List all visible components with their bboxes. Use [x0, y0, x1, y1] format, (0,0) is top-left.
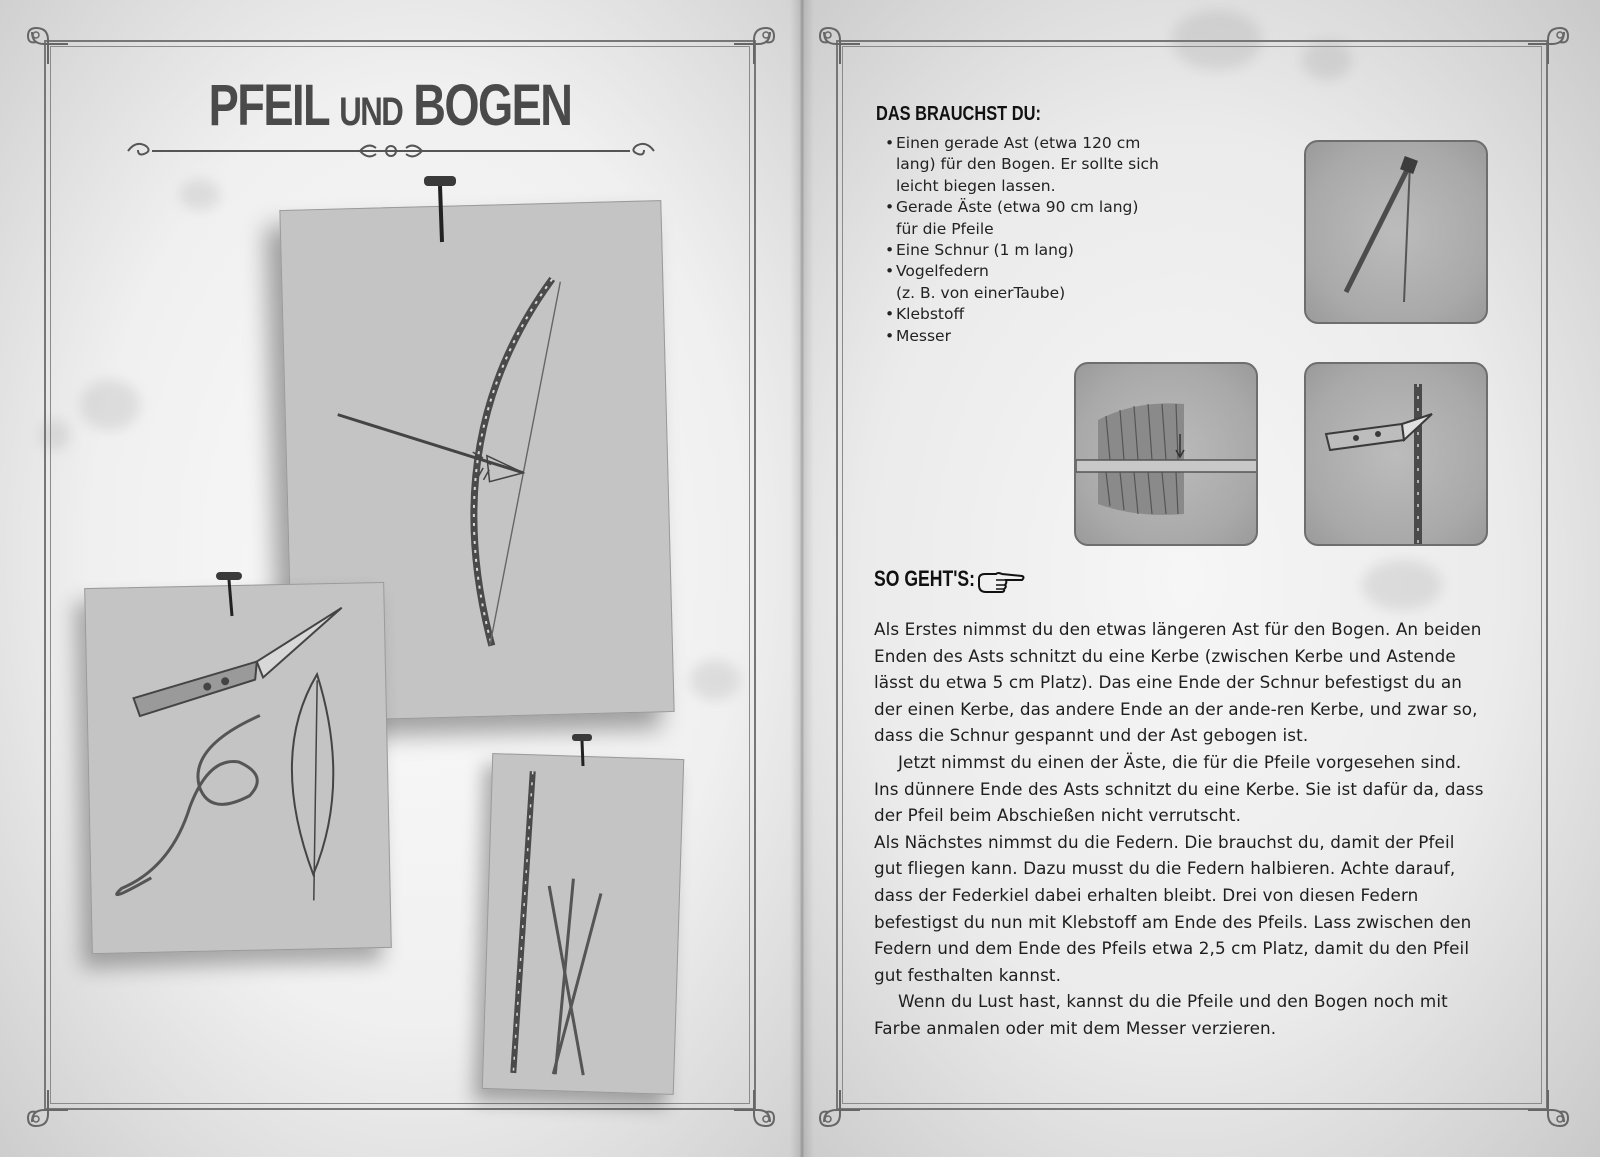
ornament-corner-icon: [730, 1086, 778, 1134]
ornament-corner-icon: [24, 1086, 72, 1134]
materials-list: [886, 133, 1216, 347]
pushpin-icon: [420, 172, 460, 246]
title-word-und: UND: [339, 90, 403, 134]
pointing-hand-icon: [976, 570, 1026, 596]
pushpin-icon: [212, 568, 246, 620]
instructions-text: [874, 616, 1484, 1042]
instructions-paragraph: Jetzt nimmst du einen der Äste, die für die Pfeile vorgesehen sind. Ins dünnere Ende des Asts schnitzt du eine Kerbe. Sie ist dafür da, dass der Pfeil beim Abschießen nicht verrutscht.: [874, 751, 1484, 826]
ornament-corner-icon: [1524, 1086, 1572, 1134]
title-word-pfeil: PFEIL: [208, 73, 329, 138]
list-item: • Messer: [886, 326, 1216, 347]
page-title: [203, 72, 577, 139]
list-item: • Einen gerade Ast (etwa 120 cm lang) für den Bogen. Er sollte sich leicht biegen lassen.: [886, 133, 1216, 197]
pushpin-icon: [568, 730, 596, 770]
materials-heading: DAS BRAUCHST DU:: [876, 103, 1041, 125]
instructions-paragraph: Als Erstes nimmst du den etwas längeren Ast für den Bogen. An beiden Enden des Asts schnitzt du eine Kerbe (zwischen Kerbe und Astende lässt du etwa 5 cm Platz). Das eine Ende der Schnur befestigst du an der einen Kerbe, das andere Ende an der ande-ren Kerbe, und zwar so, dass die Schnur gespannt und der Ast gebogen ist.: [874, 619, 1482, 746]
ornament-divider-icon: [124, 136, 658, 166]
list-item: • Gerade Äste (etwa 90 cm lang) für die Pfeile: [886, 197, 1216, 240]
ornament-corner-icon: [816, 20, 864, 68]
instructions-paragraph: Wenn du Lust hast, kannst du die Pfeile und den Bogen noch mit Farbe anmalen oder mit dem Messer verzieren.: [874, 991, 1448, 1038]
ornament-corner-icon: [816, 1086, 864, 1134]
sketch-sticks: [482, 753, 684, 1095]
photo-feather-arrow: [1074, 362, 1258, 546]
photo-notched-stick: [1304, 140, 1488, 324]
ornament-corner-icon: [24, 20, 72, 68]
ornament-corner-icon: [1524, 20, 1572, 68]
title-word-bogen: BOGEN: [413, 73, 572, 138]
list-item: • Vogelfedern (z. B. von einerTaube): [886, 261, 1216, 304]
instructions-heading: SO GEHT'S:: [874, 566, 975, 591]
ornament-corner-icon: [730, 20, 778, 68]
sketch-knife-string-feather: [84, 582, 392, 954]
photo-knife-notch: [1304, 362, 1488, 546]
instructions-paragraph: Als Nächstes nimmst du die Federn. Die brauchst du, damit der Pfeil gut fliegen kann. Dazu musst du die Federn halbieren. Achte darauf, dass der Federkiel dabei erhalten bleibt. Drei von diesen Federn befestigst du nun mit Klebstoff am Ende des Pfeils. Lass zwischen den Federn und dem Ende des Pfeils etwa 2,5 cm Platz, damit du den Pfeil gut festhalten kannst.: [874, 831, 1472, 985]
list-item: • Eine Schnur (1 m lang): [886, 240, 1216, 261]
book-gutter: [790, 0, 814, 1157]
list-item: • Klebstoff: [886, 304, 1216, 325]
